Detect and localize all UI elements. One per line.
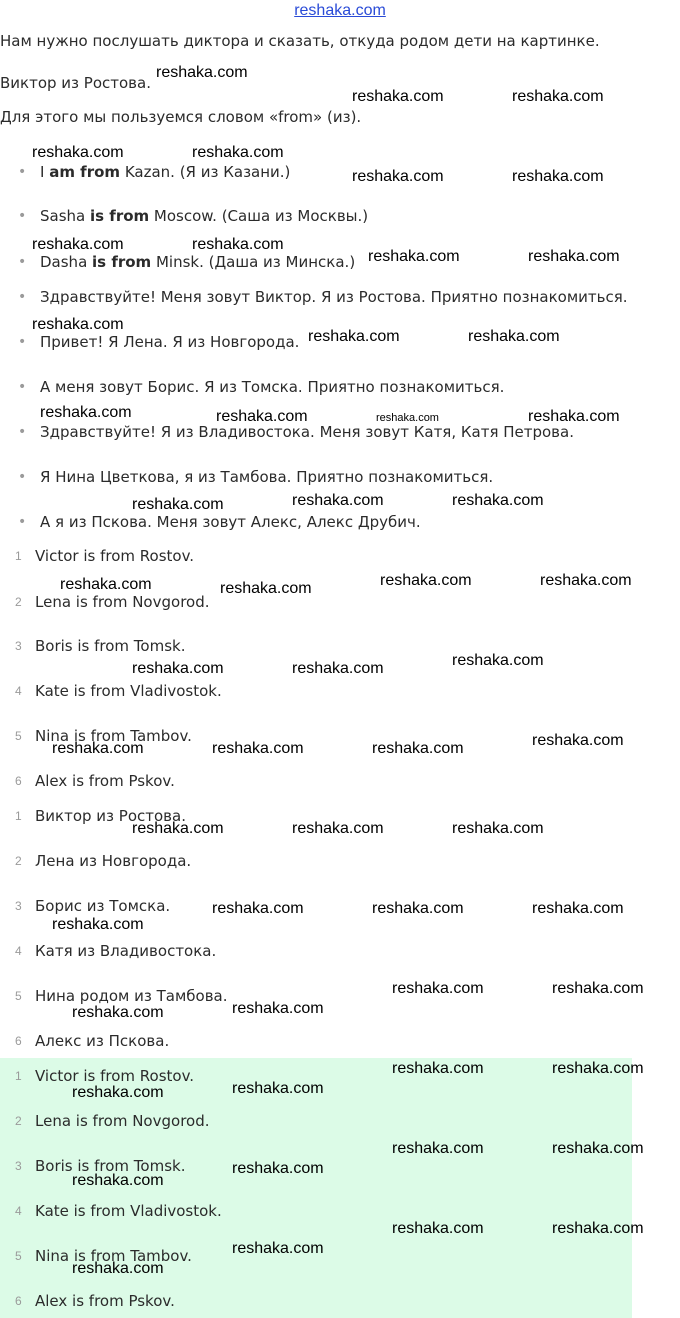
watermark: reshaka.com [212, 900, 304, 917]
watermark: reshaka.com [132, 820, 224, 837]
watermark: reshaka.com [232, 1080, 324, 1097]
answer-final-item: Kate is from Vladivostok. [35, 1202, 222, 1220]
watermark: reshaka.com [376, 412, 439, 424]
watermark: reshaka.com [532, 900, 624, 917]
list-number: 3 [15, 899, 22, 913]
bullet-icon: • [18, 379, 27, 395]
watermark: reshaka.com [216, 408, 308, 425]
watermark: reshaka.com [392, 1140, 484, 1157]
list-number: 4 [15, 684, 22, 698]
list-number: 3 [15, 639, 22, 653]
watermark: reshaka.com [52, 916, 144, 933]
watermark: reshaka.com [192, 144, 284, 161]
watermark: reshaka.com [232, 1240, 324, 1257]
bullet-icon: • [18, 424, 27, 440]
dialogue-item: Здравствуйте! Меня зовут Виктор. Я из Ростова. Приятно познакомиться. [40, 288, 628, 306]
list-number: 5 [15, 989, 22, 1003]
answer-final-item: Nina is from Tambov. [35, 1247, 192, 1265]
watermark: reshaka.com [452, 652, 544, 669]
watermark: reshaka.com [132, 496, 224, 513]
watermark: reshaka.com [72, 1172, 164, 1189]
answer-en-item: Lena is from Novgorod. [35, 593, 210, 611]
watermark: reshaka.com [392, 980, 484, 997]
watermark: reshaka.com [392, 1220, 484, 1237]
answer-en-item: Victor is from Rostov. [35, 547, 195, 565]
list-number: 1 [15, 549, 22, 563]
watermark: reshaka.com [368, 248, 460, 265]
watermark: reshaka.com [528, 248, 620, 265]
watermark: reshaka.com [532, 732, 624, 749]
dialogue-item: Привет! Я Лена. Я из Новгорода. [40, 333, 300, 351]
answer-ru-item: Катя из Владивостока. [35, 942, 217, 960]
watermark: reshaka.com [372, 900, 464, 917]
list-number: 1 [15, 809, 22, 823]
bullet-icon: • [18, 334, 27, 350]
watermark: reshaka.com [352, 88, 444, 105]
answer-ru-item: Виктор из Ростова. [35, 807, 186, 825]
watermark: reshaka.com [60, 576, 152, 593]
watermark: reshaka.com [72, 1004, 164, 1021]
watermark: reshaka.com [392, 1060, 484, 1077]
bullet-icon: • [18, 164, 27, 180]
dialogue-item: А меня зовут Борис. Я из Томска. Приятно познакомиться. [40, 378, 505, 396]
answer-en-item: Boris is from Tomsk. [35, 637, 186, 655]
watermark: reshaka.com [512, 168, 604, 185]
list-number: 2 [15, 854, 22, 868]
intro-line-3: Для этого мы пользуемся словом «from» (из). [0, 108, 362, 126]
list-number: 2 [15, 1114, 22, 1128]
answer-en-item: Kate is from Vladivostok. [35, 682, 222, 700]
answer-en-item: Alex is from Pskov. [35, 772, 175, 790]
dialogue-item: Я Нина Цветкова, я из Тамбова. Приятно познакомиться. [40, 468, 494, 486]
bullet-icon: • [18, 208, 27, 224]
answer-en-item: Nina is from Tambov. [35, 727, 192, 745]
intro-line-1: Нам нужно послушать диктора и сказать, откуда родом дети на картинке. [0, 32, 600, 50]
watermark: reshaka.com [512, 88, 604, 105]
watermark: reshaka.com [552, 1140, 644, 1157]
watermark: reshaka.com [552, 1220, 644, 1237]
watermark: reshaka.com [32, 144, 124, 161]
watermark: reshaka.com [232, 1160, 324, 1177]
answer-final-item: Lena is from Novgorod. [35, 1112, 210, 1130]
watermark: reshaka.com [72, 1260, 164, 1277]
list-number: 1 [15, 1069, 22, 1083]
dialogue-item: А я из Пскова. Меня зовут Алекс, Алекс Друбич. [40, 513, 421, 531]
answer-ru-item: Лена из Новгорода. [35, 852, 192, 870]
watermark: reshaka.com [132, 660, 224, 677]
answer-ru-item: Алекс из Пскова. [35, 1032, 170, 1050]
answer-final-item: Alex is from Pskov. [35, 1292, 175, 1310]
watermark: reshaka.com [40, 404, 132, 421]
watermark: reshaka.com [292, 820, 384, 837]
watermark: reshaka.com [212, 740, 304, 757]
answer-ru-item: Нина родом из Тамбова. [35, 987, 228, 1005]
example-item: Sasha is from Moscow. (Саша из Москвы.) [40, 207, 369, 225]
watermark: reshaka.com [32, 316, 124, 333]
watermark: reshaka.com [540, 572, 632, 589]
bullet-icon: • [18, 469, 27, 485]
watermark: reshaka.com [452, 492, 544, 509]
list-number: 2 [15, 595, 22, 609]
bullet-icon: • [18, 514, 27, 530]
list-number: 6 [15, 1034, 22, 1048]
watermark: reshaka.com [232, 1000, 324, 1017]
list-number: 6 [15, 774, 22, 788]
dialogue-item: Здравствуйте! Я из Владивостока. Меня зовут Катя, Катя Петрова. [40, 423, 574, 441]
list-number: 3 [15, 1159, 22, 1173]
watermark: reshaka.com [52, 740, 144, 757]
watermark: reshaka.com [528, 408, 620, 425]
bullet-icon: • [18, 289, 27, 305]
list-number: 4 [15, 944, 22, 958]
watermark: reshaka.com [72, 1084, 164, 1101]
intro-line-2: Виктор из Ростова. [0, 74, 151, 92]
list-number: 5 [15, 1249, 22, 1263]
answer-final-item: Victor is from Rostov. [35, 1067, 195, 1085]
watermark: reshaka.com [192, 236, 284, 253]
watermark: reshaka.com [156, 64, 248, 81]
list-number: 5 [15, 729, 22, 743]
watermark: reshaka.com [552, 980, 644, 997]
answer-ru-item: Борис из Томска. [35, 897, 171, 915]
watermark: reshaka.com [292, 660, 384, 677]
example-item: I am from Kazan. (Я из Казани.) [40, 163, 291, 181]
watermark: reshaka.com [372, 740, 464, 757]
watermark: reshaka.com [352, 168, 444, 185]
watermark: reshaka.com [220, 580, 312, 597]
list-number: 4 [15, 1204, 22, 1218]
answer-final-item: Boris is from Tomsk. [35, 1157, 186, 1175]
list-number: 6 [15, 1294, 22, 1308]
site-link[interactable]: reshaka.com [294, 2, 386, 19]
example-item: Dasha is from Minsk. (Даша из Минска.) [40, 253, 356, 271]
watermark: reshaka.com [32, 236, 124, 253]
watermark: reshaka.com [468, 328, 560, 345]
watermark: reshaka.com [380, 572, 472, 589]
watermark: reshaka.com [308, 328, 400, 345]
watermark: reshaka.com [292, 492, 384, 509]
bullet-icon: • [18, 254, 27, 270]
watermark: reshaka.com [452, 820, 544, 837]
watermark: reshaka.com [552, 1060, 644, 1077]
